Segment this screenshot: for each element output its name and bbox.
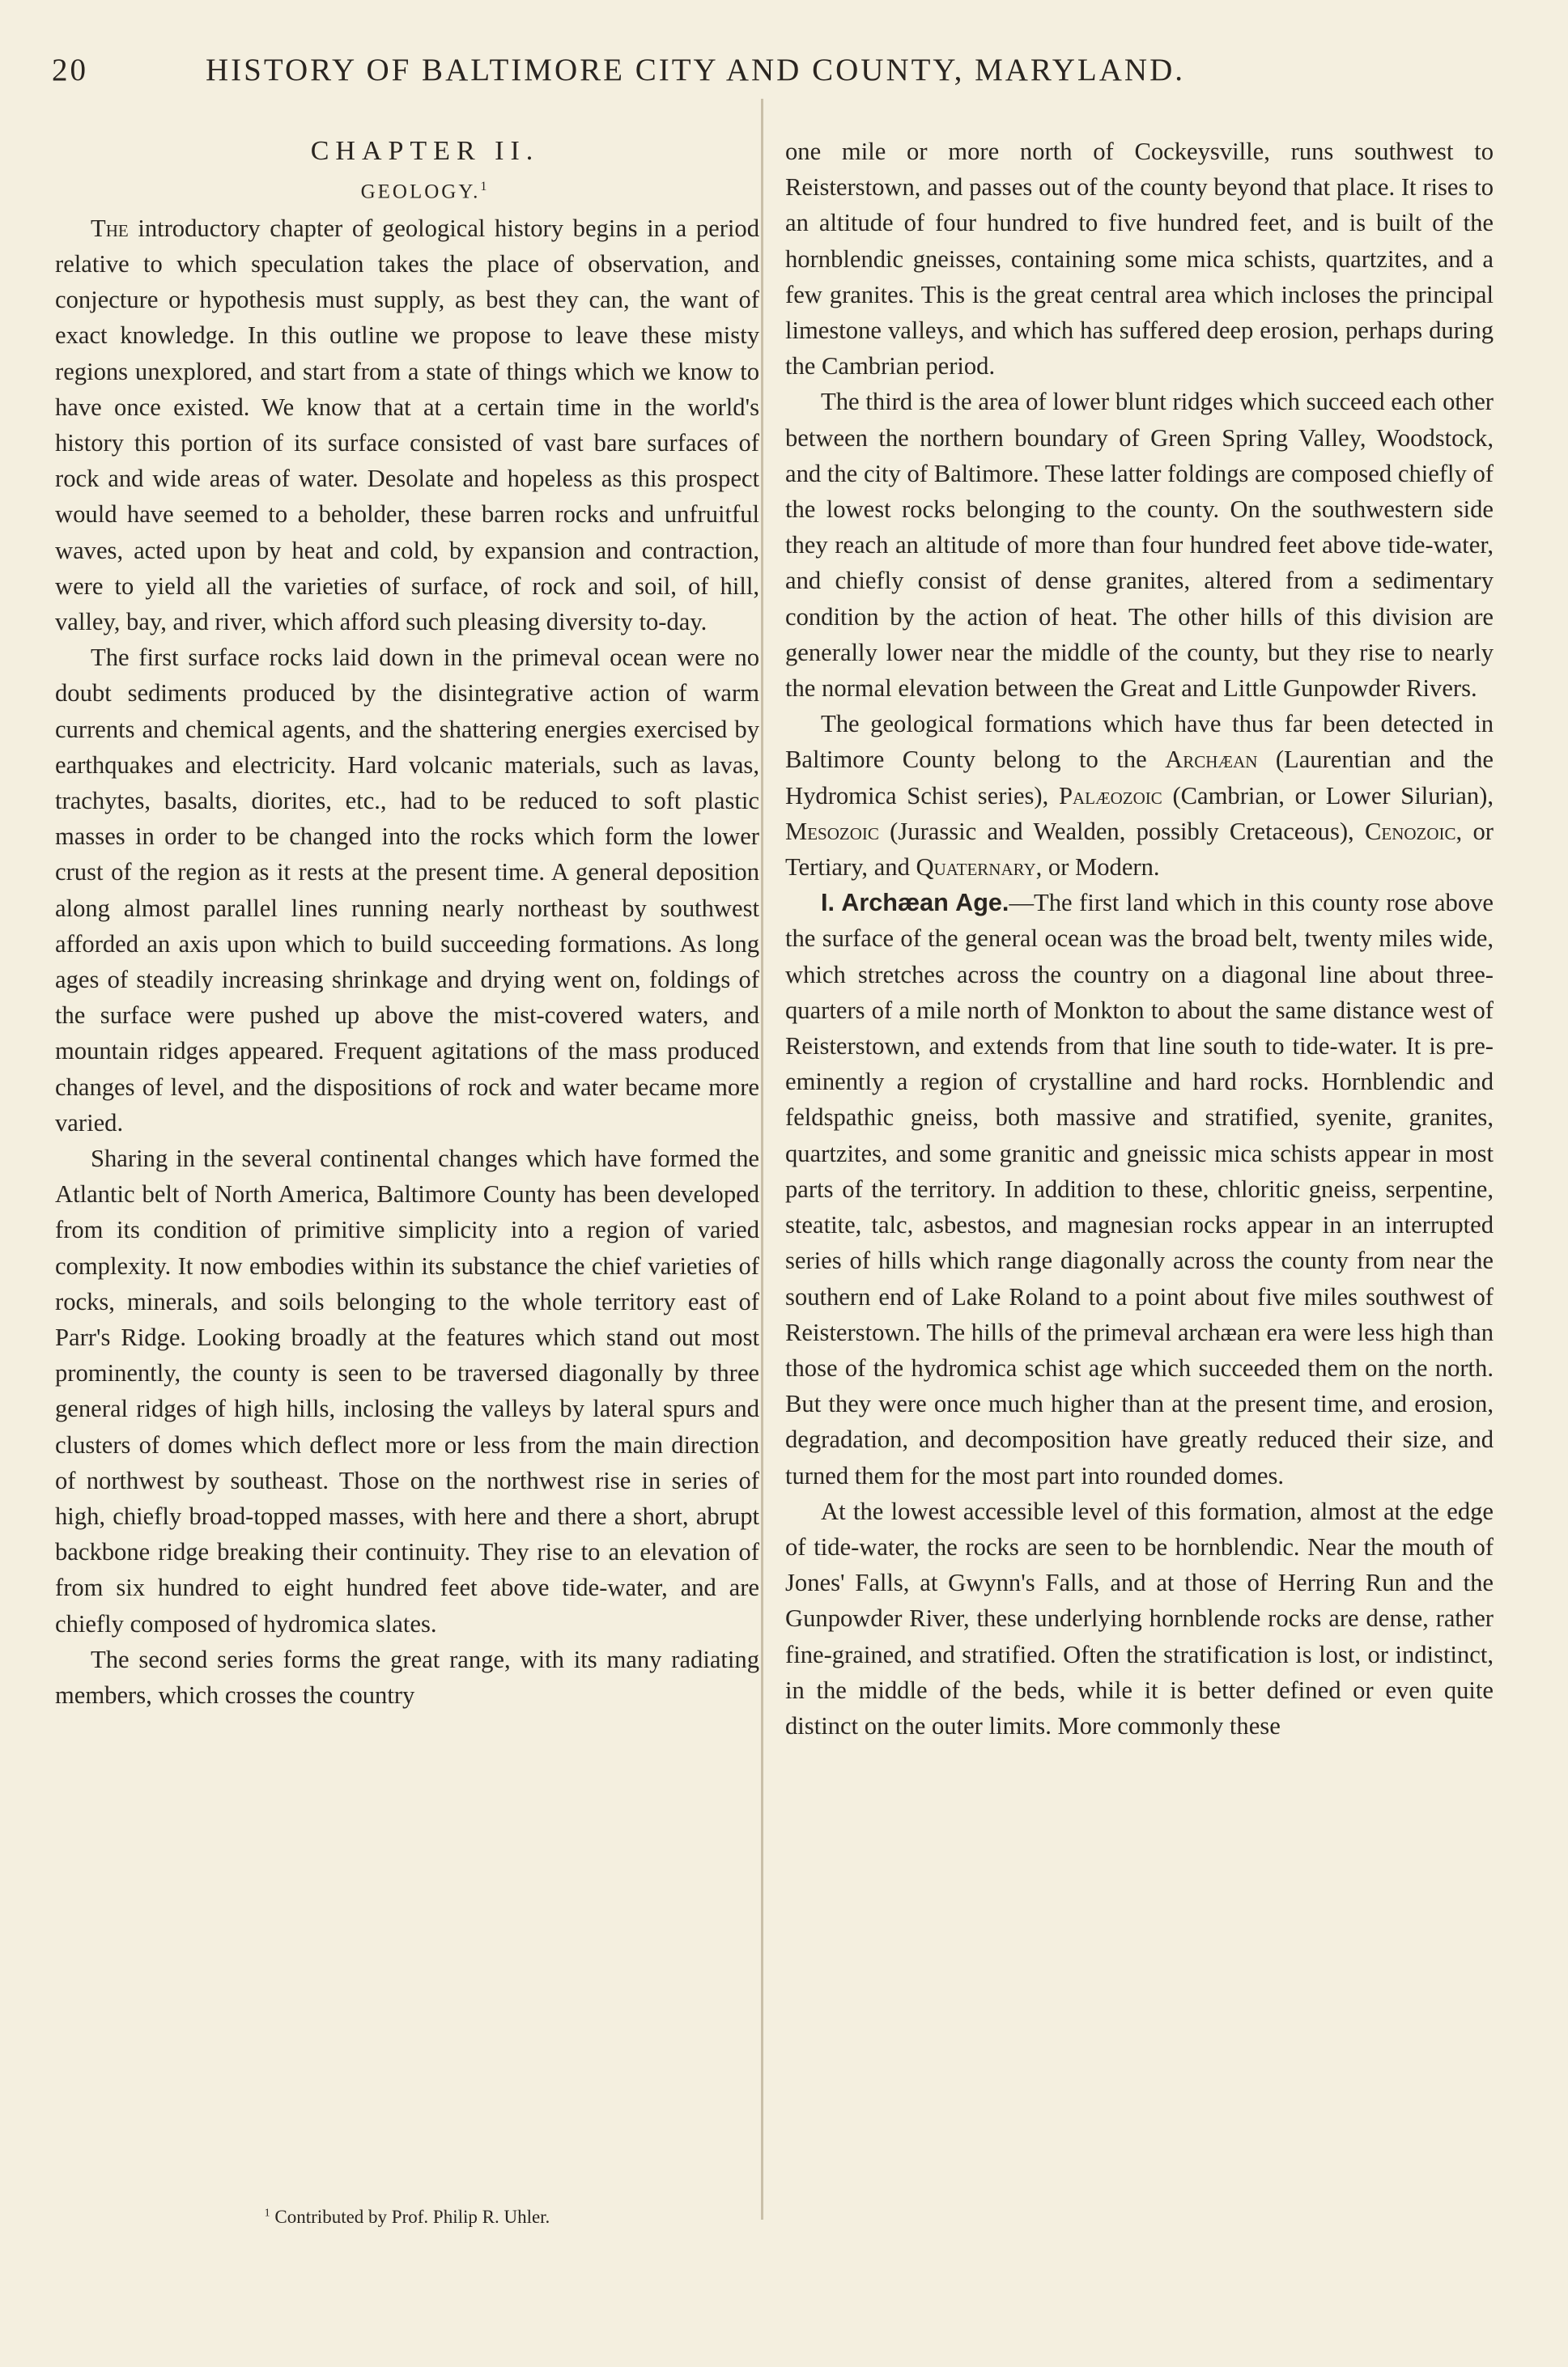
paragraph-text: —The first land which in this county rose above the surface of the general ocean was the broad belt, twenty miles wide, which stretches across the country on a diagonal line about three-quarters of a mile north of Monkton to about the same distance west of Reisterstown, and extends from that line south to tide-water. It is pre-eminently a region of crystalline and hard rocks. Hornblendic and feldspathic gneiss, both massive and stratified, syenite, granites, quartzites, and some granitic and gneissic mica schists appear in most parts of the territory. In addition to these, chloritic gneiss, serpentine, steatite, talc, asbestos, and magnesian rocks appear in an interrupted series of hills which range diagonally across the county from near the southern end of Lake Roland to a point about five miles southwest of Reisterstown. The hills of the primeval archæan era were less high than those of the hydromica schist age which succeeded them on the north. But they were once much higher than at the present time, and erosion, degradation, and decomposition have greatly reduced their size, and turned them for the most part into rounded domes. bbox=[785, 889, 1494, 1489]
chapter-title: CHAPTER II. bbox=[310, 136, 540, 166]
paragraph: At the lowest accessible level of this formation, almost at the edge of tide-water, the rocks are seen to be hornblendic. Near the mouth of Jones' Falls, at Gwynn's Falls, and at those of Herring Run and the Gunpowder River, these underlying hornblende rocks are dense, rather fine-grained, and stratified. Often the stratification is lost, or indistinct, in the middle of the beds, while it is better defined or even quite distinct on the outer limits. More commonly these bbox=[785, 1497, 1494, 1740]
era-cenozoic: Cenozoic bbox=[1364, 817, 1456, 845]
era-palaeozoic: Palæozoic bbox=[1058, 781, 1162, 810]
paragraph: The first surface rocks laid down in the primeval ocean were no doubt sediments produced by the disintegrative action of warm currents and chemical agents, and the shattering energies exercised by earthquakes and electricity. Hard volcanic materials, such as lavas, trachytes, basalts, diorites, etc., had to be reduced to soft plastic masses in order to be changed into the rocks which form the lower crust of the region as it rests at the present time. A general deposition along almost parallel lines running nearly northeast by southwest afforded an axis upon which to build succeeding formations. As long ages of steadily increasing shrinkage and drying went on, foldings of the surface were pushed up above the mist-covered waters, and mountain ridges appeared. Frequent agitations of the mass produced changes of level, and the dispositions of rock and water became more varied. bbox=[55, 644, 759, 1137]
column-divider bbox=[761, 99, 763, 2220]
paragraph bbox=[55, 210, 759, 640]
text-run: , or Modern. bbox=[1035, 853, 1160, 882]
text-run: (Cambrian, or Lower Silurian), bbox=[1162, 781, 1494, 810]
page-number: 20 bbox=[52, 53, 88, 87]
footnote bbox=[55, 2207, 759, 2228]
left-column bbox=[55, 134, 759, 1713]
era-archaean: Archæan bbox=[1165, 746, 1258, 774]
lead-word: The bbox=[91, 214, 129, 242]
section-title bbox=[55, 169, 759, 210]
paragraph-text: introductory chapter of geological history begins in a period relative to which speculation takes the place of observation, and conjecture or hypothesis must supply, as best they can, the want of exact knowledge. In this outline we propose to leave these misty regions unexplored, and start from a state of things which we know to have once existed. We know that at a certain time in the world's history this portion of its surface consisted of vast bare surfaces of rock and wide areas of water. Desolate and hopeless as this prospect would have seemed to a beholder, these barren rocks and unfruitful waves, acted upon by heat and cold, by expansion and contraction, were to yield all the varieties of surface, of rock and soil, of hill, valley, bay, and river, which afford such pleasing diversity to-day. bbox=[55, 214, 759, 635]
text-run: , or Tertiary, and bbox=[785, 817, 1494, 882]
right-column bbox=[785, 134, 1494, 1744]
section-title-text: GEOLOGY. bbox=[360, 181, 481, 203]
text-run: (Laurentian and the Hydromica Schist series), bbox=[785, 746, 1494, 810]
paragraph: The second series forms the great range, with its many radiating members, which crosses the country bbox=[55, 1645, 759, 1710]
text-run: (Jurassic and Wealden, possibly Cretaceous), bbox=[878, 817, 1365, 845]
paragraph bbox=[785, 885, 1494, 1493]
paragraph: Sharing in the several continental changes which have formed the Atlantic belt of North America, Baltimore County has been developed from its condition of primitive simplicity into a region of varied complexity. It now embodies within its substance the chief varieties of rocks, minerals, and soils belonging to the whole territory east of Parr's Ridge. Looking broadly at the features which stand out most prominently, the county is seen to be traversed diagonally by three general ridges of high hills, inclosing the valleys by lateral spurs and clusters of domes which deflect more or less from the main direction of northwest by southeast. Those on the northwest rise in series of high, chiefly broad-topped masses, with here and there a short, abrupt backbone ridge breaking their continuity. They rise to an elevation of from six hundred to eight hundred feet above tide-water, and are chiefly composed of hydromica slates. bbox=[55, 1145, 759, 1638]
era-mesozoic: Mesozoic bbox=[785, 817, 879, 845]
running-header bbox=[52, 52, 1347, 88]
era-quaternary: Quaternary bbox=[916, 853, 1036, 882]
footnote-marker: 1 bbox=[264, 2207, 270, 2220]
subsection-heading: I. Archæan Age. bbox=[821, 889, 1009, 917]
paragraph: one mile or more north of Cockeysville, runs southwest to Reisterstown, and passes out of the county beyond that place. It rises to an altitude of four hundred to five hundred feet, and is built of the hornblendic gneisses, containing some mica schists, quartzites, and a few granites. This is the great central area which incloses the principal limestone valleys, and which has suffered deep erosion, perhaps during the Cambrian period. bbox=[785, 138, 1494, 380]
footnote-text: Contributed by Prof. Philip R. Uhler. bbox=[270, 2207, 550, 2227]
paragraph: The third is the area of lower blunt ridges which succeed each other between the northern boundary of Green Spring Valley, Woodstock, and the city of Baltimore. These latter foldings are composed chiefly of the lowest rocks belonging to the county. On the southwestern side they reach an altitude of more than four hundred feet above tide-water, and chiefly consist of dense granites, altered from a sedimentary condition by the action of heat. The other hills of this division are generally lower near the middle of the county, but they rise to nearly the normal elevation between the Great and Little Gunpowder Rivers. bbox=[785, 388, 1494, 703]
footnote-ref: 1 bbox=[480, 180, 490, 194]
paragraph bbox=[785, 706, 1494, 885]
text-run: The geological formations which have thus far been detected in Baltimore County belong to the bbox=[785, 710, 1494, 774]
running-title: HISTORY OF BALTIMORE CITY AND COUNTY, MARYLAND. bbox=[206, 53, 1185, 87]
